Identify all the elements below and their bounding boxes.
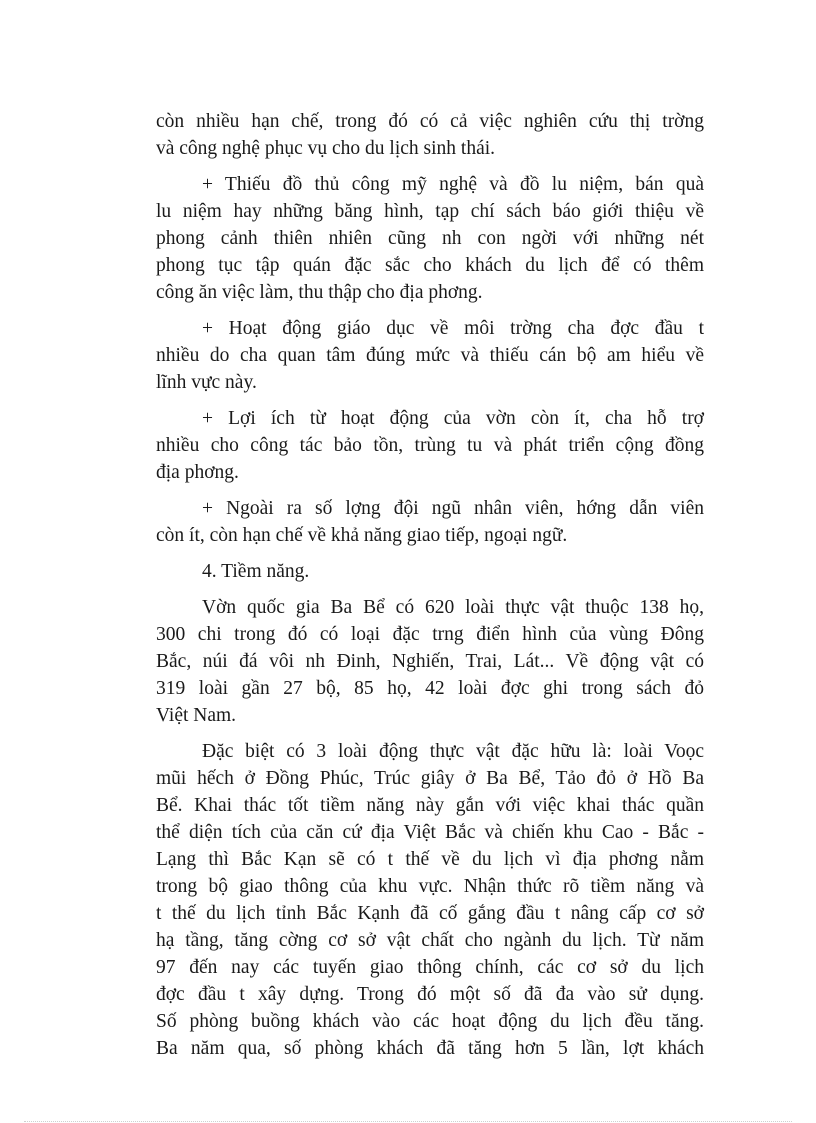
section-heading: 4. Tiềm năng.	[202, 561, 310, 582]
text-line: Vờn quốc gia Ba Bể có 620 loài thực vật thuộc 138 họ,	[202, 597, 704, 618]
text-line: 300 chi trong đó có loại đặc trng điển hình của vùng Đông	[156, 624, 704, 645]
text-line: lĩnh vực này.	[156, 372, 257, 393]
section-heading-potential	[156, 558, 704, 585]
text-line: mũi hếch ở Đồng Phúc, Trúc giây ở Ba Bể, Tảo đỏ ở Hồ Ba	[156, 768, 704, 789]
text-line: phong cảnh thiên nhiên cũng nh con ngời với những nét	[156, 228, 704, 249]
text-line: phong tục tập quán đặc sắc cho khách du lịch để có thêm	[156, 255, 704, 276]
paragraph-intro-continuation	[156, 108, 704, 162]
text-line: + Hoạt động giáo dục về môi trờng cha đợc đầu t	[202, 318, 704, 339]
text-line: Ba năm qua, số phòng khách đã tăng hơn 5 lần, lợt khách	[156, 1038, 704, 1059]
text-line: 319 loài gần 27 bộ, 85 họ, 42 loài đợc ghi trong sách đỏ	[156, 678, 704, 699]
text-line: địa phơng.	[156, 462, 239, 483]
paragraph-environmental-education	[156, 315, 704, 396]
text-line: còn ít, còn hạn chế về khả năng giao tiếp, ngoại ngữ.	[156, 525, 568, 546]
page-bottom-divider	[24, 1121, 792, 1122]
paragraph-staff-shortage	[156, 495, 704, 549]
paragraph-biodiversity	[156, 594, 704, 729]
document-page	[156, 108, 704, 1071]
text-line: nhiều do cha quan tâm đúng mức và thiếu cán bộ am hiểu về	[156, 345, 704, 366]
text-line: Bể. Khai thác tốt tiềm năng này gắn với việc khai thác quần	[156, 795, 704, 816]
text-line: + Thiếu đồ thủ công mỹ nghệ và đồ lu niệm, bán quà	[202, 174, 704, 195]
text-line: Việt Nam.	[156, 705, 237, 726]
text-line: Bắc, núi đá vôi nh Đinh, Nghiến, Trai, Lát... Về động vật có	[156, 651, 704, 672]
text-line: Số phòng buồng khách vào các hoạt động du lịch đều tăng.	[156, 1011, 704, 1032]
text-line: + Ngoài ra số lợng đội ngũ nhân viên, hớng dẫn viên	[202, 498, 704, 519]
text-line: trong bộ giao thông của khu vực. Nhận thức rõ tiềm năng và	[156, 876, 704, 897]
text-line: nhiều cho công tác bảo tồn, trùng tu và phát triển cộng đồng	[156, 435, 704, 456]
paragraph-handicraft-shortage	[156, 171, 704, 306]
text-line: công ăn việc làm, thu thập cho địa phơng.	[156, 282, 483, 303]
text-line: lu niệm hay những băng hình, tạp chí sách báo giới thiệu về	[156, 201, 704, 222]
text-line: và công nghệ phục vụ cho du lịch sinh thái.	[156, 138, 496, 159]
text-line: còn nhiều hạn chế, trong đó có cả việc nghiên cứu thị trờng	[156, 111, 704, 132]
text-line: Lạng thì Bắc Kạn sẽ có t thế về du lịch vì địa phơng nằm	[156, 849, 704, 870]
text-line: t thế du lịch tỉnh Bắc Kạnh đã cố gắng đầu t nâng cấp cơ sở	[156, 903, 704, 924]
text-line: + Lợi ích từ hoạt động của vờn còn ít, cha hỗ trợ	[202, 408, 704, 429]
paragraph-park-benefits	[156, 405, 704, 486]
text-line: 97 đến nay các tuyến giao thông chính, các cơ sở du lịch	[156, 957, 704, 978]
text-line: thể diện tích của căn cứ địa Việt Bắc và chiến khu Cao - Bắc -	[156, 822, 704, 843]
paragraph-endemic-species	[156, 738, 704, 1062]
text-line: đợc đầu t xây dựng. Trong đó một số đã đa vào sử dụng.	[156, 984, 704, 1005]
text-line: Đặc biệt có 3 loài động thực vật đặc hữu là: loài Voọc	[202, 741, 704, 762]
text-line: hạ tầng, tăng cờng cơ sở vật chất cho ngành du lịch. Từ năm	[156, 930, 704, 951]
